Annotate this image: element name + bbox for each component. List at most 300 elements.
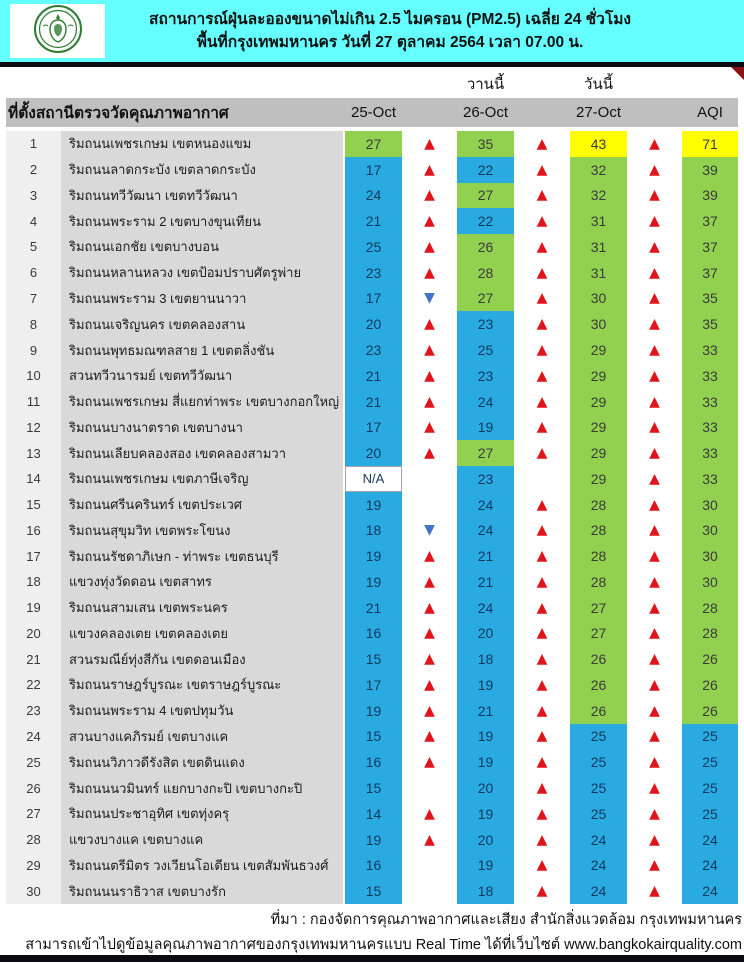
table-row bbox=[6, 517, 738, 543]
pm25-25oct: 14 bbox=[345, 801, 402, 827]
row-number: 5 bbox=[6, 234, 61, 260]
trend-icon-up: ▲ bbox=[514, 131, 570, 157]
label-today: วันนี้ bbox=[584, 76, 613, 93]
trend-icon-up: ▲ bbox=[402, 363, 457, 389]
pre-header-row bbox=[6, 67, 738, 98]
aqi-value: 30 bbox=[682, 543, 738, 569]
station-name: ริมถนนบางนาตราด เขตบางนา bbox=[61, 414, 345, 440]
trend-icon-up: ▲ bbox=[402, 646, 457, 672]
station-name: ริมถนนตรีมิตร วงเวียนโอเดียน เขตสัมพันธวงศ์ bbox=[61, 852, 345, 878]
row-number: 11 bbox=[6, 389, 61, 415]
pm25-26oct: 18 bbox=[457, 646, 514, 672]
footer-source-text: ที่มา : กองจัดการคุณภาพอากาศและเสียง สำนักสิ่งแวดล้อม กรุงเทพมหานคร bbox=[270, 912, 742, 928]
label-yesterday: วานนี้ bbox=[466, 76, 505, 93]
row-number: 16 bbox=[6, 517, 61, 543]
trend-icon-up: ▲ bbox=[402, 672, 457, 698]
row-number: 28 bbox=[6, 827, 61, 853]
aqi-value: 30 bbox=[682, 492, 738, 518]
trend-icon-up: ▲ bbox=[514, 208, 570, 234]
station-name: ริมถนนประชาอุทิศ เขตทุ่งครุ bbox=[61, 801, 345, 827]
pm25-26oct: 24 bbox=[457, 517, 514, 543]
row-number: 2 bbox=[6, 157, 61, 183]
pm25-26oct: 23 bbox=[457, 363, 514, 389]
trend-icon-up: ▲ bbox=[514, 234, 570, 260]
trend-icon-up: ▲ bbox=[627, 466, 682, 492]
row-number: 19 bbox=[6, 595, 61, 621]
trend-icon-empty bbox=[514, 466, 570, 492]
aqi-value: 24 bbox=[682, 878, 738, 904]
aqi-value: 39 bbox=[682, 157, 738, 183]
pm25-26oct: 35 bbox=[457, 131, 514, 157]
aqi-value: 24 bbox=[682, 827, 738, 853]
station-name: แขวงคลองเตย เขตคลองเตย bbox=[61, 621, 345, 647]
table-row bbox=[6, 569, 738, 595]
trend-icon-up: ▲ bbox=[627, 440, 682, 466]
aqi-value: 35 bbox=[682, 311, 738, 337]
trend-icon-up: ▲ bbox=[627, 852, 682, 878]
row-number: 26 bbox=[6, 775, 61, 801]
trend-icon-up: ▲ bbox=[402, 183, 457, 209]
pm25-25oct: 16 bbox=[345, 749, 402, 775]
col-aqi-header: AQI bbox=[697, 104, 723, 121]
pm25-26oct: 22 bbox=[457, 208, 514, 234]
trend-icon-up: ▲ bbox=[514, 517, 570, 543]
station-name: ริมถนนวิภาวดีรังสิต เขตดินแดง bbox=[61, 749, 345, 775]
aqi-value: 26 bbox=[682, 698, 738, 724]
aqi-table bbox=[6, 67, 738, 904]
row-number: 23 bbox=[6, 698, 61, 724]
station-name: ริมถนนรัชดาภิเษก - ท่าพระ เขตธนบุรี bbox=[61, 543, 345, 569]
row-number: 24 bbox=[6, 724, 61, 750]
report-title-line2: พื้นที่กรุงเทพมหานคร วันที่ 27 ตุลาคม 2564 เวลา 07.00 น. bbox=[196, 34, 584, 51]
table-row bbox=[6, 466, 738, 492]
trend-icon-up: ▲ bbox=[514, 440, 570, 466]
pm25-25oct: 17 bbox=[345, 157, 402, 183]
trend-icon-up: ▲ bbox=[514, 621, 570, 647]
row-number: 30 bbox=[6, 878, 61, 904]
trend-icon-up: ▲ bbox=[627, 827, 682, 853]
trend-icon-up: ▲ bbox=[627, 492, 682, 518]
trend-icon-up: ▲ bbox=[402, 698, 457, 724]
trend-icon-up: ▲ bbox=[402, 827, 457, 853]
pm25-25oct: 20 bbox=[345, 440, 402, 466]
aqi-value: 24 bbox=[682, 852, 738, 878]
pm25-25oct: 24 bbox=[345, 183, 402, 209]
row-number: 13 bbox=[6, 440, 61, 466]
trend-icon-up: ▲ bbox=[402, 749, 457, 775]
pm25-26oct: 19 bbox=[457, 414, 514, 440]
pm25-26oct: 19 bbox=[457, 749, 514, 775]
pm25-27oct: 24 bbox=[570, 878, 627, 904]
pm25-26oct: 27 bbox=[457, 286, 514, 312]
row-number: 12 bbox=[6, 414, 61, 440]
aqi-value: 33 bbox=[682, 337, 738, 363]
pm25-26oct: 26 bbox=[457, 234, 514, 260]
trend-icon-up: ▲ bbox=[402, 157, 457, 183]
report-title-line1: สถานการณ์ฝุ่นละอองขนาดไม่เกิน 2.5 ไมครอน (PM2.5) เฉลี่ย 24 ชั่วโมง bbox=[148, 10, 631, 28]
trend-icon-up: ▲ bbox=[627, 286, 682, 312]
trend-icon-up: ▲ bbox=[402, 595, 457, 621]
table-row bbox=[6, 183, 738, 209]
pm25-27oct: 29 bbox=[570, 337, 627, 363]
pm25-26oct: 27 bbox=[457, 440, 514, 466]
trend-icon-up: ▲ bbox=[402, 621, 457, 647]
trend-icon-up: ▲ bbox=[627, 878, 682, 904]
pm25-25oct: 21 bbox=[345, 208, 402, 234]
row-number: 29 bbox=[6, 852, 61, 878]
aqi-value: 37 bbox=[682, 208, 738, 234]
trend-icon-up: ▲ bbox=[514, 775, 570, 801]
table-row bbox=[6, 492, 738, 518]
pm25-27oct: 27 bbox=[570, 621, 627, 647]
pm25-27oct: 29 bbox=[570, 389, 627, 415]
table-row bbox=[6, 749, 738, 775]
row-number: 27 bbox=[6, 801, 61, 827]
station-name: ริมถนนสามเสน เขตพระนคร bbox=[61, 595, 345, 621]
station-name: แขวงบางแค เขตบางแค bbox=[61, 827, 345, 853]
table-row bbox=[6, 234, 738, 260]
pm25-25oct: 25 bbox=[345, 234, 402, 260]
pm25-27oct: 25 bbox=[570, 724, 627, 750]
station-name: ริมถนนเพชรเกษม เขตหนองแขม bbox=[61, 131, 345, 157]
aqi-value: 33 bbox=[682, 466, 738, 492]
pm25-26oct: 20 bbox=[457, 775, 514, 801]
row-number: 8 bbox=[6, 311, 61, 337]
trend-icon-up: ▲ bbox=[514, 569, 570, 595]
aqi-value: 37 bbox=[682, 234, 738, 260]
aqi-value: 30 bbox=[682, 517, 738, 543]
pm25-27oct: 32 bbox=[570, 183, 627, 209]
pm25-27oct: 26 bbox=[570, 672, 627, 698]
trend-icon-up: ▲ bbox=[402, 234, 457, 260]
trend-icon-up: ▲ bbox=[627, 157, 682, 183]
trend-icon-up: ▲ bbox=[627, 646, 682, 672]
trend-icon-up: ▲ bbox=[627, 208, 682, 234]
pm25-26oct: 23 bbox=[457, 311, 514, 337]
trend-icon-down: ▼ bbox=[402, 286, 457, 312]
table-row bbox=[6, 852, 738, 878]
bma-logo-box bbox=[10, 4, 105, 58]
trend-icon-up: ▲ bbox=[402, 389, 457, 415]
pm25-26oct: 23 bbox=[457, 466, 514, 492]
pm25-25oct: 20 bbox=[345, 311, 402, 337]
aqi-value: 28 bbox=[682, 621, 738, 647]
table-row bbox=[6, 389, 738, 415]
trend-icon-up: ▲ bbox=[627, 131, 682, 157]
trend-icon-up: ▲ bbox=[514, 183, 570, 209]
col-station-header: ที่ตั้งสถานีตรวจวัดคุณภาพอากาศ bbox=[8, 105, 229, 122]
pm25-26oct: 18 bbox=[457, 878, 514, 904]
pm25-25oct: 16 bbox=[345, 852, 402, 878]
table-row bbox=[6, 621, 738, 647]
aqi-value: 71 bbox=[682, 131, 738, 157]
station-name: ริมถนนพระราม 3 เขตยานนาวา bbox=[61, 286, 345, 312]
pm25-27oct: 29 bbox=[570, 466, 627, 492]
row-number: 22 bbox=[6, 672, 61, 698]
station-name: ริมถนนทวีวัฒนา เขตทวีวัฒนา bbox=[61, 183, 345, 209]
pm25-26oct: 25 bbox=[457, 337, 514, 363]
aqi-value: 35 bbox=[682, 286, 738, 312]
pm25-25oct: N/A bbox=[345, 466, 402, 492]
row-number: 9 bbox=[6, 337, 61, 363]
station-name: แขวงทุ่งวัดดอน เขตสาทร bbox=[61, 569, 345, 595]
table-row bbox=[6, 775, 738, 801]
aqi-value: 26 bbox=[682, 672, 738, 698]
trend-icon-down: ▼ bbox=[402, 517, 457, 543]
pm25-25oct: 15 bbox=[345, 646, 402, 672]
table-row bbox=[6, 311, 738, 337]
pm25-25oct: 23 bbox=[345, 260, 402, 286]
station-name: ริมถนนเอกชัย เขตบางบอน bbox=[61, 234, 345, 260]
pm25-26oct: 20 bbox=[457, 621, 514, 647]
pm25-25oct: 19 bbox=[345, 827, 402, 853]
aqi-value: 33 bbox=[682, 389, 738, 415]
table-row bbox=[6, 724, 738, 750]
trend-icon-up: ▲ bbox=[402, 208, 457, 234]
trend-icon-up: ▲ bbox=[514, 827, 570, 853]
trend-icon-up: ▲ bbox=[402, 724, 457, 750]
trend-icon-up: ▲ bbox=[627, 389, 682, 415]
trend-icon-up: ▲ bbox=[627, 363, 682, 389]
pm25-25oct: 23 bbox=[345, 337, 402, 363]
pm25-26oct: 28 bbox=[457, 260, 514, 286]
table-row bbox=[6, 646, 738, 672]
table-row bbox=[6, 801, 738, 827]
pm25-26oct: 27 bbox=[457, 183, 514, 209]
table-row bbox=[6, 672, 738, 698]
row-number: 7 bbox=[6, 286, 61, 312]
table-row bbox=[6, 131, 738, 157]
pm25-27oct: 24 bbox=[570, 827, 627, 853]
trend-icon-up: ▲ bbox=[514, 389, 570, 415]
table-row bbox=[6, 595, 738, 621]
footer-realtime-text: สามารถเข้าไปดูข้อมูลคุณภาพอากาศของกรุงเทพมหานครแบบ Real Time ได้ที่เว็บไซต์ www.bangkokairquality.com bbox=[25, 937, 742, 953]
pm25-25oct: 19 bbox=[345, 569, 402, 595]
row-number: 14 bbox=[6, 466, 61, 492]
trend-icon-up: ▲ bbox=[514, 801, 570, 827]
table-row bbox=[6, 414, 738, 440]
pm25-27oct: 29 bbox=[570, 414, 627, 440]
pm25-27oct: 29 bbox=[570, 363, 627, 389]
pm25-27oct: 28 bbox=[570, 543, 627, 569]
trend-icon-up: ▲ bbox=[514, 414, 570, 440]
pm25-26oct: 21 bbox=[457, 569, 514, 595]
station-name: สวนทวีวนารมย์ เขตทวีวัฒนา bbox=[61, 363, 345, 389]
col-26oct-header: 26-Oct bbox=[462, 104, 508, 121]
pm25-26oct: 19 bbox=[457, 672, 514, 698]
pm25-26oct: 24 bbox=[457, 492, 514, 518]
pm25-25oct: 21 bbox=[345, 363, 402, 389]
pm25-25oct: 17 bbox=[345, 672, 402, 698]
aqi-value: 25 bbox=[682, 801, 738, 827]
row-number: 6 bbox=[6, 260, 61, 286]
table-row bbox=[6, 543, 738, 569]
bottom-divider-bar bbox=[0, 955, 744, 962]
trend-icon-up: ▲ bbox=[627, 698, 682, 724]
pm25-25oct: 15 bbox=[345, 878, 402, 904]
station-name: ริมถนนนวมินทร์ แยกบางกะปิ เขตบางกะปิ bbox=[61, 775, 345, 801]
station-name: ริมถนนศรีนครินทร์ เขตประเวศ bbox=[61, 492, 345, 518]
trend-icon-up: ▲ bbox=[627, 183, 682, 209]
col-25oct-header: 25-Oct bbox=[350, 104, 396, 121]
trend-icon-up: ▲ bbox=[627, 749, 682, 775]
pm25-26oct: 22 bbox=[457, 157, 514, 183]
station-name: ริมถนนราษฎร์บูรณะ เขตราษฎร์บูรณะ bbox=[61, 672, 345, 698]
pm25-27oct: 26 bbox=[570, 646, 627, 672]
pm25-27oct: 31 bbox=[570, 260, 627, 286]
aqi-value: 33 bbox=[682, 440, 738, 466]
pm25-26oct: 24 bbox=[457, 389, 514, 415]
trend-icon-up: ▲ bbox=[627, 775, 682, 801]
pm25-27oct: 30 bbox=[570, 311, 627, 337]
station-name: ริมถนนพุทธมณฑลสาย 1 เขตตลิ่งชัน bbox=[61, 337, 345, 363]
row-number: 10 bbox=[6, 363, 61, 389]
station-name: สวนบางแคภิรมย์ เขตบางแค bbox=[61, 724, 345, 750]
pm25-25oct: 16 bbox=[345, 621, 402, 647]
trend-icon-up: ▲ bbox=[627, 414, 682, 440]
row-number: 3 bbox=[6, 183, 61, 209]
col-27oct-header: 27-Oct bbox=[575, 104, 621, 121]
pm25-27oct: 29 bbox=[570, 440, 627, 466]
pm25-25oct: 19 bbox=[345, 492, 402, 518]
pm25-27oct: 25 bbox=[570, 775, 627, 801]
aqi-value: 37 bbox=[682, 260, 738, 286]
aqi-value: 25 bbox=[682, 724, 738, 750]
trend-icon-up: ▲ bbox=[627, 543, 682, 569]
row-number: 25 bbox=[6, 749, 61, 775]
station-name: ริมถนนเจริญนคร เขตคลองสาน bbox=[61, 311, 345, 337]
station-name: ริมถนนเพชรเกษม เขตภาษีเจริญ bbox=[61, 466, 345, 492]
pm25-27oct: 43 bbox=[570, 131, 627, 157]
row-number: 1 bbox=[6, 131, 61, 157]
aqi-value: 26 bbox=[682, 646, 738, 672]
pm25-26oct: 24 bbox=[457, 595, 514, 621]
column-header-row bbox=[6, 98, 738, 127]
trend-icon-up: ▲ bbox=[514, 260, 570, 286]
trend-icon-up: ▲ bbox=[627, 234, 682, 260]
pm25-25oct: 18 bbox=[345, 517, 402, 543]
table-row bbox=[6, 363, 738, 389]
trend-icon-up: ▲ bbox=[402, 569, 457, 595]
station-name: ริมถนนพระราม 2 เขตบางขุนเทียน bbox=[61, 208, 345, 234]
pm25-26oct: 19 bbox=[457, 852, 514, 878]
station-name: ริมถนนเพชรเกษม สี่แยกท่าพระ เขตบางกอกใหญ่ bbox=[61, 389, 345, 415]
station-name: ริมถนนเลียบคลองสอง เขตคลองสามวา bbox=[61, 440, 345, 466]
pm25-27oct: 32 bbox=[570, 157, 627, 183]
pm25-27oct: 31 bbox=[570, 208, 627, 234]
pm25-25oct: 27 bbox=[345, 131, 402, 157]
report-titles bbox=[110, 0, 670, 62]
trend-icon-up: ▲ bbox=[514, 646, 570, 672]
pm25-27oct: 28 bbox=[570, 517, 627, 543]
pm25-25oct: 17 bbox=[345, 286, 402, 312]
trend-icon-up: ▲ bbox=[514, 363, 570, 389]
trend-icon-up: ▲ bbox=[514, 749, 570, 775]
trend-icon-up: ▲ bbox=[627, 311, 682, 337]
pm25-25oct: 15 bbox=[345, 724, 402, 750]
table-row bbox=[6, 440, 738, 466]
table-row bbox=[6, 157, 738, 183]
pm25-26oct: 19 bbox=[457, 724, 514, 750]
pm25-26oct: 21 bbox=[457, 543, 514, 569]
trend-icon-up: ▲ bbox=[402, 440, 457, 466]
pm25-25oct: 19 bbox=[345, 698, 402, 724]
pm25-27oct: 25 bbox=[570, 801, 627, 827]
trend-icon-up: ▲ bbox=[402, 131, 457, 157]
station-name: ริมถนนลาดกระบัง เขตลาดกระบัง bbox=[61, 157, 345, 183]
pm25-26oct: 20 bbox=[457, 827, 514, 853]
pm25-27oct: 28 bbox=[570, 569, 627, 595]
pm25-27oct: 25 bbox=[570, 749, 627, 775]
aqi-value: 39 bbox=[682, 183, 738, 209]
trend-icon-up: ▲ bbox=[402, 414, 457, 440]
trend-icon-up: ▲ bbox=[402, 260, 457, 286]
row-number: 21 bbox=[6, 646, 61, 672]
trend-icon-up: ▲ bbox=[402, 337, 457, 363]
trend-icon-up: ▲ bbox=[627, 337, 682, 363]
trend-icon-up: ▲ bbox=[514, 311, 570, 337]
trend-icon-up: ▲ bbox=[627, 569, 682, 595]
trend-icon-empty bbox=[402, 492, 457, 518]
pm25-25oct: 19 bbox=[345, 543, 402, 569]
table-row bbox=[6, 286, 738, 312]
trend-icon-up: ▲ bbox=[514, 878, 570, 904]
trend-icon-up: ▲ bbox=[514, 852, 570, 878]
trend-icon-up: ▲ bbox=[514, 543, 570, 569]
aqi-value: 25 bbox=[682, 775, 738, 801]
table-row bbox=[6, 878, 738, 904]
table-row bbox=[6, 260, 738, 286]
row-number: 20 bbox=[6, 621, 61, 647]
trend-icon-empty bbox=[402, 878, 457, 904]
station-name: ริมถนนสุขุมวิท เขตพระโขนง bbox=[61, 517, 345, 543]
pm25-27oct: 31 bbox=[570, 234, 627, 260]
row-number: 15 bbox=[6, 492, 61, 518]
station-name: ริมถนนหลานหลวง เขตป้อมปราบศัตรูพ่าย bbox=[61, 260, 345, 286]
row-number: 17 bbox=[6, 543, 61, 569]
aqi-value: 25 bbox=[682, 749, 738, 775]
trend-icon-up: ▲ bbox=[402, 801, 457, 827]
trend-icon-up: ▲ bbox=[627, 621, 682, 647]
trend-icon-up: ▲ bbox=[514, 492, 570, 518]
table-row bbox=[6, 208, 738, 234]
aqi-value: 28 bbox=[682, 595, 738, 621]
aqi-value: 33 bbox=[682, 414, 738, 440]
trend-icon-up: ▲ bbox=[402, 543, 457, 569]
pm25-25oct: 15 bbox=[345, 775, 402, 801]
pm25-25oct: 21 bbox=[345, 595, 402, 621]
pm25-27oct: 26 bbox=[570, 698, 627, 724]
trend-icon-up: ▲ bbox=[514, 698, 570, 724]
trend-icon-up: ▲ bbox=[514, 286, 570, 312]
pm25-26oct: 19 bbox=[457, 801, 514, 827]
header-banner bbox=[0, 0, 744, 62]
pm25-27oct: 27 bbox=[570, 595, 627, 621]
trend-icon-up: ▲ bbox=[514, 337, 570, 363]
pm25-27oct: 28 bbox=[570, 492, 627, 518]
trend-icon-up: ▲ bbox=[514, 672, 570, 698]
aqi-value: 30 bbox=[682, 569, 738, 595]
trend-icon-up: ▲ bbox=[627, 724, 682, 750]
trend-icon-up: ▲ bbox=[627, 595, 682, 621]
trend-icon-up: ▲ bbox=[402, 311, 457, 337]
trend-icon-up: ▲ bbox=[627, 801, 682, 827]
station-name: สวนรมณีย์ทุ่งสีกัน เขตดอนเมือง bbox=[61, 646, 345, 672]
pm25-25oct: 21 bbox=[345, 389, 402, 415]
trend-icon-up: ▲ bbox=[627, 260, 682, 286]
trend-icon-up: ▲ bbox=[514, 157, 570, 183]
table-row bbox=[6, 337, 738, 363]
